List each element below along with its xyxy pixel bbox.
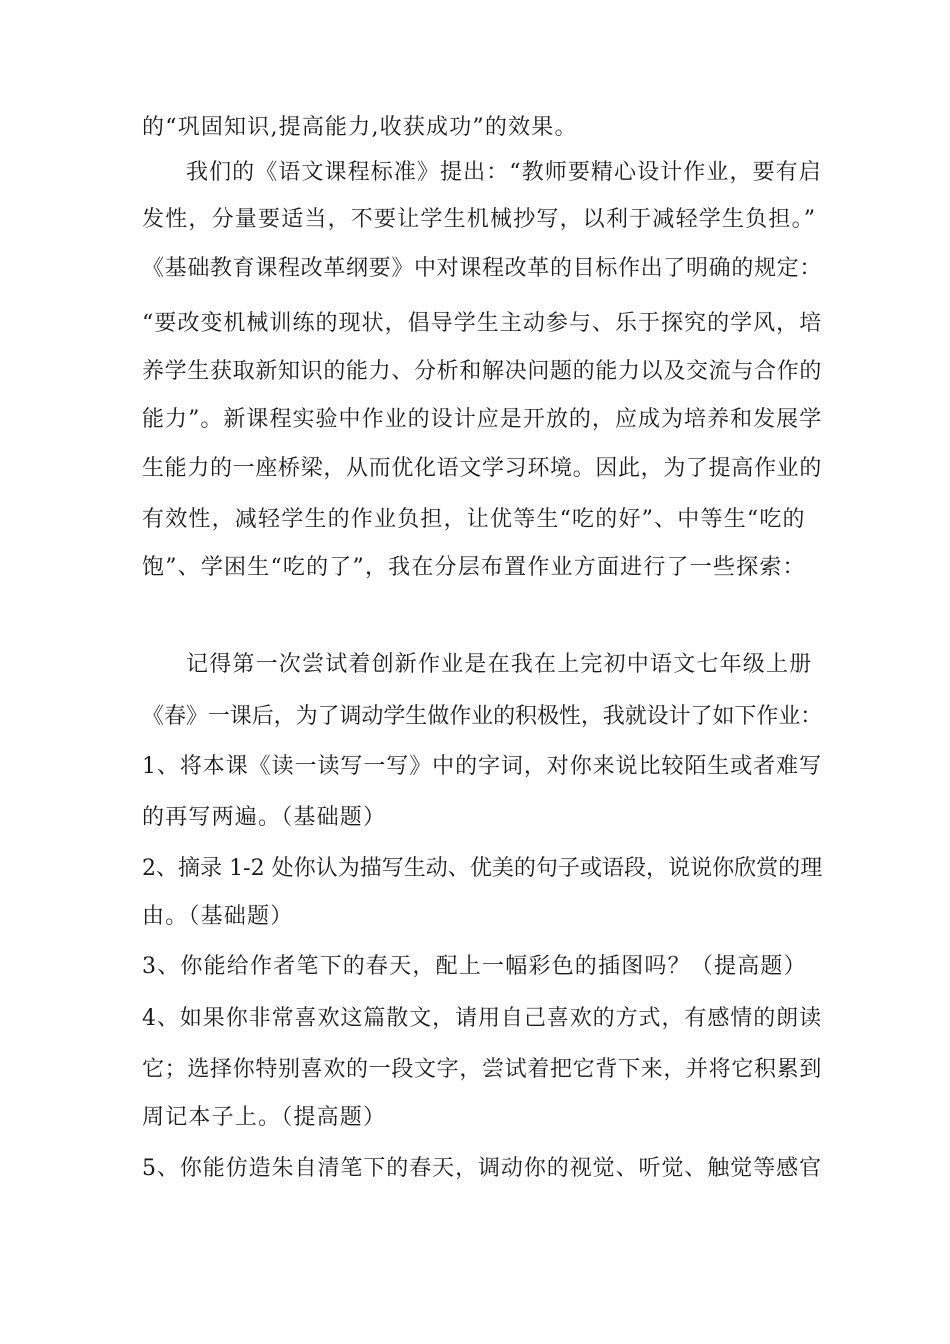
text-line: 能力”。新课程实验中作业的设计应是开放的，应成为培养和发展学 — [142, 407, 823, 432]
text-line: 养学生获取新知识的能力、分析和解决问题的能力以及交流与合作的 — [142, 359, 823, 384]
text-line: 《春》一课后，为了调动学生做作业的积极性，我就设计了如下作业： — [142, 704, 823, 729]
text-line: 《基础教育课程改革纲要》中对课程改革的目标作出了明确的规定： — [142, 256, 823, 281]
text-line: 2、摘录 1-2 处你认为描写生动、优美的句子或语段，说说你欣赏的理 — [142, 856, 823, 881]
text-line: 生能力的一座桥梁，从而优化语文学习环境。因此，为了提高作业的 — [142, 456, 823, 481]
text-line: 5、你能仿造朱自清笔下的春天，调动你的视觉、听觉、触觉等感官 — [142, 1156, 822, 1181]
text-line: 有效性，减轻学生的作业负担，让优等生“吃的好”、中等生“吃的 — [142, 507, 806, 532]
text-line: 4、如果你非常喜欢这篇散文，请用自己喜欢的方式，有感情的朗读 — [142, 1006, 822, 1031]
text-line: 周记本子上。（提高题） — [142, 1105, 387, 1130]
text-line: 发性，分量要适当，不要让学生机械抄写，以利于减轻学生负担。” — [142, 207, 817, 232]
text-line: 它；选择你特别喜欢的一段文字，尝试着把它背下来，并将它积累到 — [142, 1057, 823, 1082]
text-line: “要改变机械训练的现状，倡导学生主动参与、乐于探究的学风，培 — [142, 311, 823, 336]
text-line: 的“巩固知识,提高能力,收获成功”的效果。 — [142, 115, 578, 140]
text-line: 饱”、学困生“吃的了”，我在分层布置作业方面进行了一些探索： — [142, 555, 806, 580]
text-line: 由。（基础题） — [142, 904, 294, 929]
text-line: 我们的《语文课程标准》提出：“教师要精心设计作业，要有启 — [186, 160, 822, 185]
text-line: 3、你能给作者笔下的春天，配上一幅彩色的插图吗？（提高题） — [142, 954, 807, 979]
text-line: 的再写两遍。（基础题） — [142, 805, 387, 830]
text-line: 1、将本课《读一读写一写》中的字词，对你来说比较陌生或者难写 — [142, 754, 822, 779]
text-line: 记得第一次尝试着创新作业是在我在上完初中语文七年级上册 — [186, 652, 813, 677]
